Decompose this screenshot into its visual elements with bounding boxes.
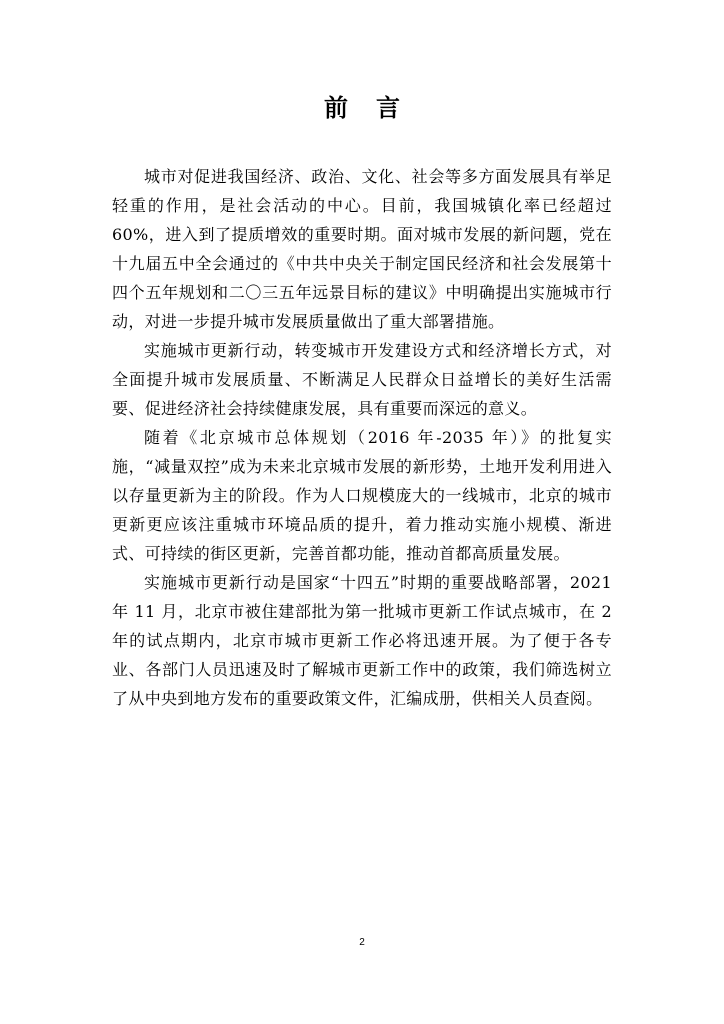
page-title: 前言 bbox=[324, 94, 428, 122]
paragraph-3: 随着《北京城市总体规划（2016 年-2035 年）》的批复实施，“减量双控”成为未来北京城市发展的新形势，土地开发利用进入以存量更新为主的阶段。作为人口规模庞大的一线城市，北京的城市更新更应该注重城市环境品质的提升，着力推动实施小规模、渐进式、可持续的街区更新，完善首都功能，推动首都高质量发展。 bbox=[112, 428, 612, 563]
paragraph-1: 城市对促进我国经济、政治、文化、社会等多方面发展具有举足轻重的作用，是社会活动的中心。目前，我国城镇化率已经超过 60%，进入到了提质增效的重要时期。面对城市发展的新问题，党在十九届五中全会通过的《中共中央关于制定国民经济和社会发展第十四个五年规划和二〇三五年远景目标的建议》中明确提出实施城市行动，对进一步提升城市发展质量做出了重大部署措施。 bbox=[112, 167, 612, 331]
paragraph-4: 实施城市更新行动是国家“十四五”时期的重要战略部署，2021 年 11 月，北京市被住建部批为第一批城市更新工作试点城市，在 2 年的试点期内，北京市城市更新工作必将迅速开展。为了便于各专业、各部门人员迅速及时了解城市更新工作中的政策，我们筛选树立了从中央到地方发布的重要政策文件，汇编成册，供相关人员查阅。 bbox=[112, 573, 612, 708]
page-number: 2 bbox=[359, 937, 365, 948]
preface-body bbox=[112, 162, 612, 713]
paragraph-2: 实施城市更新行动，转变城市开发建设方式和经济增长方式，对全面提升城市发展质量、不断满足人民群众日益增长的美好生活需要、促进经济社会持续健康发展，具有重要而深远的意义。 bbox=[112, 341, 612, 418]
